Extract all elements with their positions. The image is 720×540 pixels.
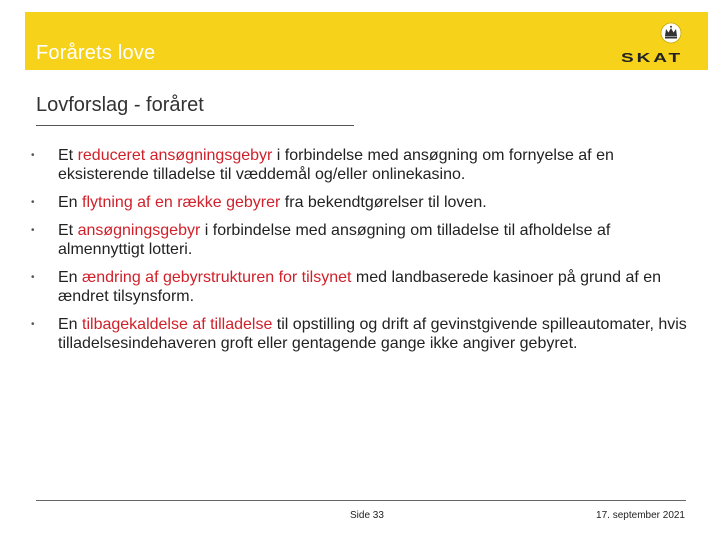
bullet-text-pre: Et — [58, 147, 78, 164]
bullet-text-post: til opstilling og drift af gevinstgivende spilleautomater, hvis tilladelsesindehaveren groft eller gentagende gange ikke angiver gebyret. — [58, 316, 687, 352]
bullet-text-post: fra bekendtgørelser til loven. — [280, 194, 487, 211]
slide-header-title: Forårets love — [36, 42, 156, 64]
bullet-highlight: ansøgningsgebyr — [77, 222, 201, 239]
bullet-text-pre: En — [58, 269, 83, 286]
bullet-highlight: tilbagekaldelse af tilladelse — [82, 316, 273, 333]
bullet-text-pre: En — [58, 316, 83, 333]
bullet-marker: • — [31, 319, 35, 330]
bullet-item — [31, 146, 691, 184]
skat-logo-text: SKAT — [621, 50, 683, 65]
bullet-marker: • — [31, 272, 35, 283]
section-title: Lovforslag - foråret — [36, 94, 204, 116]
footer-divider — [36, 500, 686, 501]
section-divider — [36, 125, 354, 126]
header-bar — [25, 12, 708, 70]
bullet-text-pre: En — [58, 194, 83, 211]
bullet-list — [31, 146, 691, 353]
bullet-text-post: i forbindelse med ansøgning om fornyelse af en eksisterende tilladelse til væddemål og/eller onlinekasino. — [58, 147, 614, 183]
bullet-item — [31, 268, 691, 306]
bullet-highlight: flytning af en række gebyrer — [82, 194, 281, 211]
bullet-text-post: med landbaserede kasinoer på grund af en ændret tilsynsform. — [58, 269, 662, 305]
bullet-highlight: reduceret ansøgningsgebyr — [77, 147, 273, 164]
bullet-highlight: ændring af gebyrstrukturen for tilsynet — [82, 269, 352, 286]
skat-logo — [615, 20, 687, 66]
bullet-marker: • — [31, 225, 35, 236]
bullet-item — [31, 221, 691, 259]
bullet-marker: • — [31, 150, 35, 161]
footer-page-number: Side 33 — [350, 510, 384, 521]
footer-date: 17. september 2021 — [596, 510, 685, 521]
bullet-text-pre: Et — [58, 222, 78, 239]
bullet-item — [31, 193, 691, 212]
bullet-item — [31, 315, 691, 353]
bullet-text-post: i forbindelse med ansøgning om tilladelse til afholdelse af almennyttigt lotteri. — [58, 222, 611, 258]
bullet-marker: • — [31, 197, 35, 208]
